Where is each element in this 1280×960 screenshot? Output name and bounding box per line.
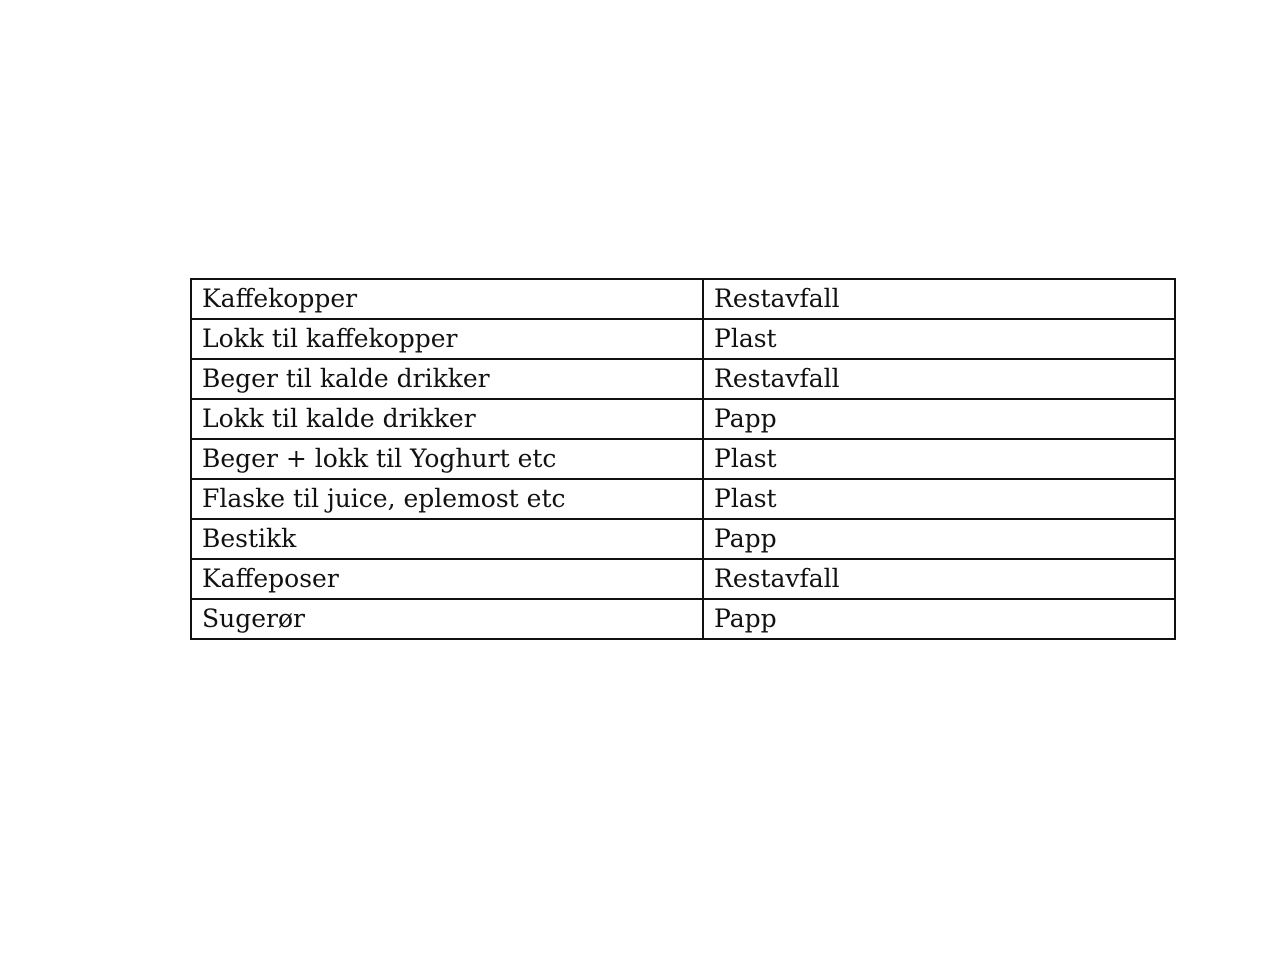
table-row [191, 399, 1175, 439]
table-row [191, 599, 1175, 639]
table-row [191, 439, 1175, 479]
category-cell: Restavfall [703, 279, 1175, 319]
item-cell: Kaffeposer [191, 559, 703, 599]
category-cell: Plast [703, 319, 1175, 359]
category-cell: Plast [703, 479, 1175, 519]
category-cell: Papp [703, 599, 1175, 639]
item-cell: Sugerør [191, 599, 703, 639]
waste-sorting-table [190, 278, 1176, 640]
item-cell: Kaffekopper [191, 279, 703, 319]
category-cell: Papp [703, 399, 1175, 439]
category-cell: Papp [703, 519, 1175, 559]
category-cell: Plast [703, 439, 1175, 479]
table-row [191, 319, 1175, 359]
table-row [191, 279, 1175, 319]
table-row [191, 519, 1175, 559]
item-cell: Bestikk [191, 519, 703, 559]
item-cell: Lokk til kaffekopper [191, 319, 703, 359]
table-row [191, 559, 1175, 599]
item-cell: Beger til kalde drikker [191, 359, 703, 399]
item-cell: Flaske til juice, eplemost etc [191, 479, 703, 519]
category-cell: Restavfall [703, 359, 1175, 399]
item-cell: Beger + lokk til Yoghurt etc [191, 439, 703, 479]
item-cell: Lokk til kalde drikker [191, 399, 703, 439]
table-row [191, 479, 1175, 519]
category-cell: Restavfall [703, 559, 1175, 599]
table-row [191, 359, 1175, 399]
